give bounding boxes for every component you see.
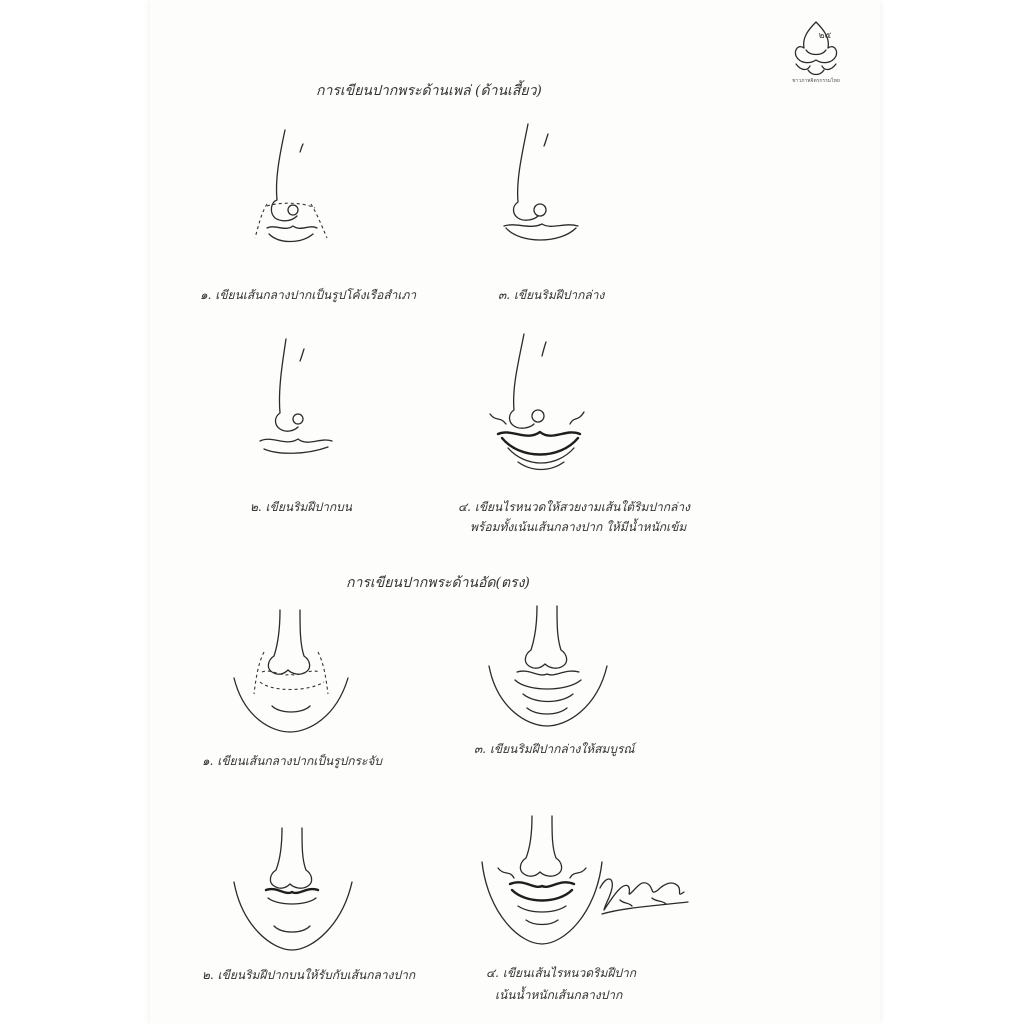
front-step-4-caption-line1: ๔. เขียนเส้นไรหนวดริมฝีปาก — [486, 966, 637, 980]
side-step-2-drawing — [252, 335, 342, 465]
front-step-3-caption: ๓. เขียนริมฝีปากล่างให้สมบูรณ์ — [474, 742, 635, 756]
front-step-2-caption: ๒. เขียนริมฝีปากบนให้รับกับเส้นกลางปาก — [202, 968, 416, 982]
side-step-4-caption-line1: ๔. เขียนไรหนวดให้สวยงามเส้นใต้ริมปากล่าง — [458, 500, 690, 514]
side-step-4-drawing — [486, 330, 596, 480]
side-step-3-caption: ๓. เขียนริมฝีปากล่าง — [498, 288, 605, 302]
side-step-1-drawing — [245, 128, 340, 258]
side-step-1-caption: ๑. เขียนเส้นกลางปากเป็นรูปโค้งเรือสำเภา — [200, 288, 417, 302]
front-step-3-drawing — [487, 604, 609, 732]
side-step-3-drawing — [490, 120, 590, 260]
section-front-heading: การเขียนปากพระด้านอัด(ตรง) — [346, 575, 530, 591]
front-step-4-caption-line2: เน้นน้ำหนักเส้นกลางปาก — [495, 988, 623, 1002]
handwritten-signature-icon — [592, 868, 692, 922]
side-step-4-caption-line2: พร้อมทั้งเน้นเส้นกลางปาก ให้มีน้ำหนักเข้ม — [470, 520, 687, 534]
logo-number: ๒๕ — [818, 31, 832, 41]
logo-caption: ชาวภาพจิตรกรรมไทย — [792, 78, 840, 84]
side-step-2-caption: ๒. เขียนริมฝีปากบน — [250, 500, 352, 514]
front-step-2-drawing — [232, 826, 354, 956]
front-step-4-drawing — [480, 814, 604, 952]
section-side-heading: การเขียนปากพระด้านเพล่ (ด้านเสี้ยว) — [316, 83, 542, 99]
front-step-1-drawing — [232, 608, 352, 738]
front-step-1-caption: ๑. เขียนเส้นกลางปากเป็นรูปกระจับ — [202, 754, 383, 768]
